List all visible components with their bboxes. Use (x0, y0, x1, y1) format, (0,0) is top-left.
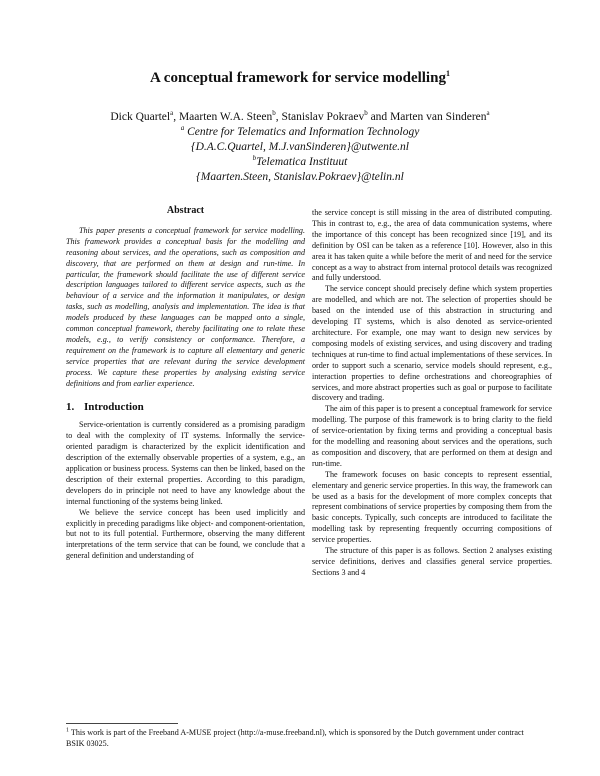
author-name: Dick Quartel (110, 111, 171, 123)
abstract-paragraph: This paper presents a conceptual framework for service modelling. This framework provides a conceptual basis for the modelling and reasoning about services, and the operations, such as composition and discovery, that are performed on them at design and run-time. In particular, the framework should facilitate the use of different service description languages tailored to different service aspects, such as the behaviour of a service and the information it manipulates, or design tasks, such as modelling, analysis and implementation. The idea is that models produced by these languages can be mapped onto a single, common conceptual framework, thereby facilitating one to relate these models, e.g., to verify consistency or conformance. Therefore, a requirement on the framework is to capture all elementary and generic service properties that are relevant during the service development process. We capture these properties by analysing existing service definitions and from earlier experience. (66, 225, 305, 388)
body-paragraph: The aim of this paper is to present a conceptual framework for service modelling. The purpose of this framework is to bring clarity to the field of service-orientation by fixing terms and providing a conceptual basis for the modelling and reasoning about services and the operations, such as composition and discovery, that are performed on them at design and run-time. (312, 404, 552, 468)
author-name: Stanislav Pokraev (281, 111, 365, 123)
body-paragraph: We believe the service concept has been used implicitly and explicitly in preceding paradigms like object- and component-orientation, but not to its full potential. Furthermore, observing the many different interpretations of the term service that can be found, we conclude that a general definition and understanding of (66, 507, 305, 561)
section-heading: 1. Introduction (66, 400, 144, 413)
affiliation-email: {D.A.C.Quartel, M.J.vanSinderen}@utwente.nl (190, 141, 409, 153)
body-paragraph: The framework focuses on basic concepts to represent essential, elementary and generic service properties. In this way, the framework can be used as a basis for the development of more complex concepts that represent combinations of service properties by composing them from the basic concepts. Typically, such concepts are introduced to facilitate the modelling task by representing frequently occurring compositions of service properties. (312, 469, 552, 545)
abstract-heading: Abstract (166, 205, 205, 216)
footnote-divider (66, 723, 178, 724)
right-column (312, 208, 552, 579)
author-name: Maarten W.A. Steen (178, 111, 273, 123)
author-line: Dick Quartel$^a$, Maarten W.A. Steen$^b$, Stanislav Pokraev$^b$ and Marten van Sinderen$^a$ (110, 109, 490, 123)
title-footnote-mark: 1 (445, 69, 450, 78)
affiliation-name: $^b$Telematica Instituut (252, 154, 348, 168)
body-paragraph: The structure of this paper is as follows. Section 2 analyses existing service definitions, derives and classifies general service properties. Sections 3 and 4 (312, 546, 552, 577)
left-column (66, 206, 305, 562)
footnote: $^1$ This work is part of the Freeband A-MUSE project (http://a-muse.freeband.nl), which is sponsored by the Dutch government under contract BSIK 03025. (66, 727, 524, 748)
affiliation-name: $^a$ Centre for Telematics and Information Technology (180, 124, 420, 138)
body-paragraph: The service concept should precisely define which system properties are modelled, and which are not. The selection of properties should be based on the intended use of this abstraction in structuring and developing IT systems, which is also denoted as service-oriented architecture. For example, one may want to design new services by composing models of existing services, and using discovery and trading techniques at run-time to find actual implementations of these services. In order to support such a scenario, service models should represent, e.g., interaction properties to define orchestrations and choreographies of services, and more abstract properties such as goal or purpose to facilitate discovery and trading. (312, 284, 552, 403)
author-name: Marten van Sinderen (390, 111, 487, 123)
paper-title: A conceptual framework for service modelling$^1$ (150, 69, 450, 86)
abstract-body (66, 226, 305, 390)
affiliation-email: {Maarten.Steen, Stanislav.Pokraev}@telin.nl (196, 171, 404, 183)
body-paragraph: the service concept is still missing in the area of distributed computing. This in contrast to, e.g., the area of data communication systems, where the importance of this concept has been recognized since [19], and its definition by OSI can be taken as a reference [10]. However, also in this area it has taken quite a while before the merit of and need for the service concept as a way to abstract from internal protocol details was recognized and fully understood. (312, 208, 552, 283)
body-paragraph: Service-orientation is currently considered as a promising paradigm to deal with the complexity of IT systems. Informally the service-oriented paradigm is characterized by the explicit identification and description of the externally observable properties of a system, e.g., an application or business process. Systems can then be linked, based on the description of their external properties. According to this paradigm, developers do in principle not need to have any knowledge about the internal functioning of the systems being linked. (66, 420, 305, 506)
author-block (0, 110, 600, 185)
